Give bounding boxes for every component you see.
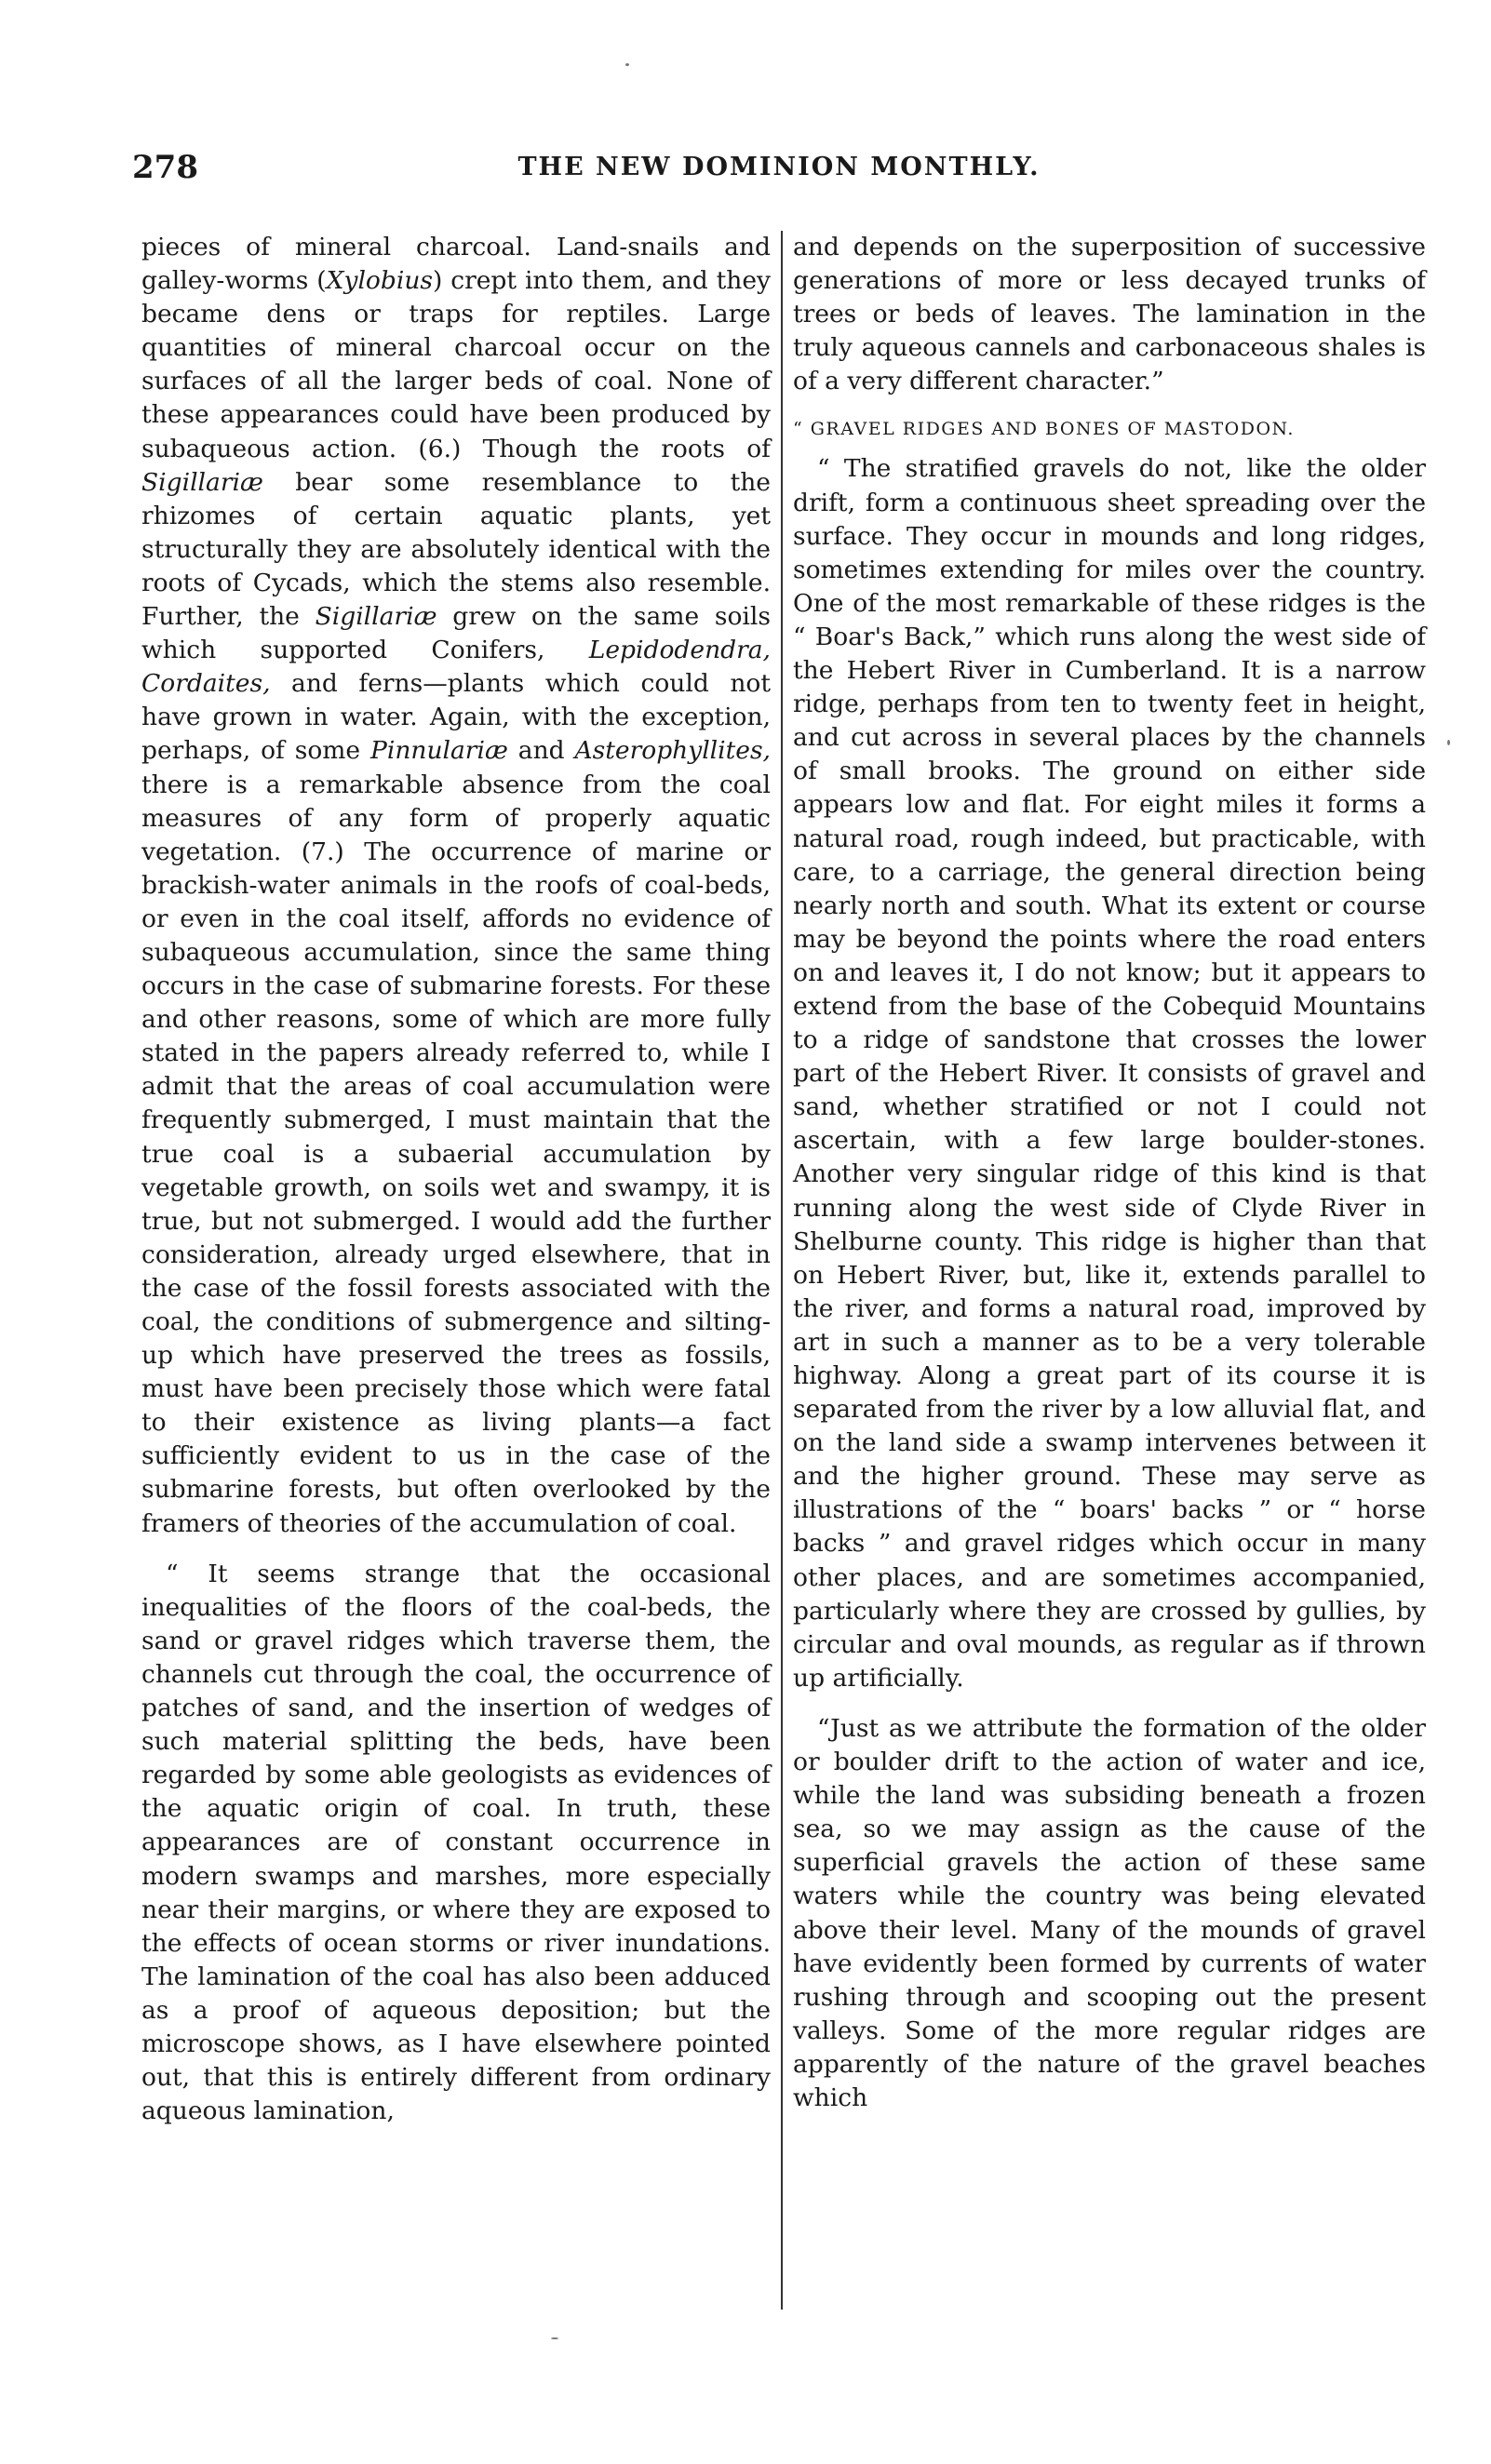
left-column — [141, 231, 771, 2145]
text-run: and ferns—plants which could not have grown in water. Again, with the exception, perhaps, of some — [141, 669, 771, 766]
left-paragraph-1 — [141, 231, 771, 1541]
page-header — [132, 149, 1426, 190]
text-run: pieces of mineral charcoal. Land-snails and galley-worms ( — [141, 233, 771, 296]
column-divider — [781, 231, 783, 2310]
right-column — [793, 231, 1426, 2132]
italic-term: Sigillariæ — [315, 602, 437, 632]
text-run: there is a remarkable absence from the coal measures of any form of properly aquatic vegetation. (7.) The occurrence of marine or brackish-water animals in the roofs of coal-beds, or even in the coal itself, affords no evidence of subaqueous accumulation, since the same thing occurs in the case of submarine forests. For these and other reasons, some of which are more fully stated in the papers already referred to, while I admit that the areas of coal accumulation were frequently submerged, I must maintain that the true coal is a subaerial accumulation by vegetable growth, on soils wet and swampy, it is true, but not submerged. I would add the further consideration, already urged elsewhere, that in the case of the fossil forests associated with the coal, the conditions of submergence and silting-up which have preserved the trees as fossils, must have been precisely those which were fatal to their existence as living plants—a fact sufficiently evident to us in the case of the submarine forests, but often overlooked by the framers of theories of the accumulation of coal. — [141, 770, 771, 1538]
right-paragraph-3: “Just as we attribute the formation of the older or boulder drift to the action of water and ice, while the land was subsiding beneath a frozen sea, so we may assign as the cause of the superficial gravels the action of these same waters while the country was being elevated above their level. Many of the mounds of gravel have evidently been formed by currents of water rushing through and scooping out the present valleys. Some of the more regular ridges are apparently of the nature of the gravel beaches which — [793, 1713, 1426, 2112]
text-run: and — [507, 736, 575, 766]
right-paragraph-2: “ The stratified gravels do not, like the older drift, form a continuous sheet spreading over the surface. They occur in mounds and long ridges, sometimes extending for miles over the country. One of the most remarkable of these ridges is the “ Boar's Back,” which runs along the west side of the Hebert River in Cumberland. It is a narrow ridge, perhaps from ten to twenty feet in height, and cut across in several places by the channels of small brooks. The ground on either side appears low and flat. For eight miles it forms a natural road, rough indeed, but practicable, with care, to a carriage, the general direction being nearly north and south. What its extent or course may be beyond the points where the road enters on and leaves it, I do not know; but it appears to extend from the base of the Cobequid Mountains to a ridge of sandstone that crosses the lower part of the Hebert River. It consists of gravel and sand, whether stratified or not I could not ascertain, with a few large boulder-stones. Another very singular ridge of this kind is that running along the west side of Clyde River in Shelburne county. This ridge is higher than that on Hebert River, but, like it, extends parallel to the river, and forms a natural road, improved by art in such a manner as to be a very tolerable highway. Along a great part of its course it is separated from the river by a low alluvial flat, and on the land side a swamp intervenes between it and the higher ground. These may serve as illustrations of the “ boars' backs ” or “ horse backs ” and gravel ridges which occur in many other places, and are sometimes accompanied, particularly where they are crossed by gullies, by circular and oval mounds, as regular as if thrown up artificially. — [793, 454, 1426, 1693]
text-run: grew on the same soils which supported Conifers, — [141, 602, 771, 665]
italic-term: Asterophyllites, — [574, 736, 771, 766]
running-title: THE NEW DOMINION MONTHLY. — [517, 153, 1041, 181]
print-speck — [1447, 740, 1450, 745]
section-heading: “ GRAVEL RIDGES AND BONES OF MASTODON. — [793, 419, 1295, 440]
print-speck — [551, 2337, 558, 2339]
italic-term: Lepidodendra, Cordaites, — [141, 636, 771, 699]
italic-term: Sigillariæ — [141, 467, 263, 497]
left-paragraph-2: “ It seems strange that the occasional inequalities of the floors of the coal-beds, the sand or gravel ridges which traverse them, the channels cut through the coal, the occurrence of patches of sand, and the insertion of wedges of such material splitting the beds, have been regarded by some able geologists as evidences of the aquatic origin of coal. In truth, these appearances are of constant occurrence in modern swamps and marshes, more especially near their margins, or where they are exposed to the effects of ocean storms or river inundations. The lamination of the coal has also been adduced as a proof of aqueous deposition; but the microscope shows, as I have elsewhere pointed out, that this is entirely different from ordinary aqueous lamination, — [141, 1559, 771, 2126]
right-paragraph-1: and depends on the superposition of successive generations of more or less decayed trunks of trees or beds of leaves. The lamination in the truly aqueous cannels and carbonaceous shales is of a very different character.” — [793, 233, 1426, 396]
text-run: bear some resemblance to the rhizomes of certain aquatic plants, yet structurally they are absolutely identical with the roots of Cycads, which the stems also resemble. Further, the — [141, 467, 771, 632]
page-number: 278 — [132, 149, 198, 186]
italic-term: Xylobius — [326, 266, 433, 296]
text-run: ) crept into them, and they became dens or traps for reptiles. Large quantities of mineral charcoal occur on the surfaces of all the larger beds of coal. None of these appearances could have been produced by subaqueous action. (6.) Though the roots of — [141, 266, 771, 463]
italic-term: Pinnulariæ — [370, 736, 508, 766]
print-speck — [625, 63, 629, 66]
